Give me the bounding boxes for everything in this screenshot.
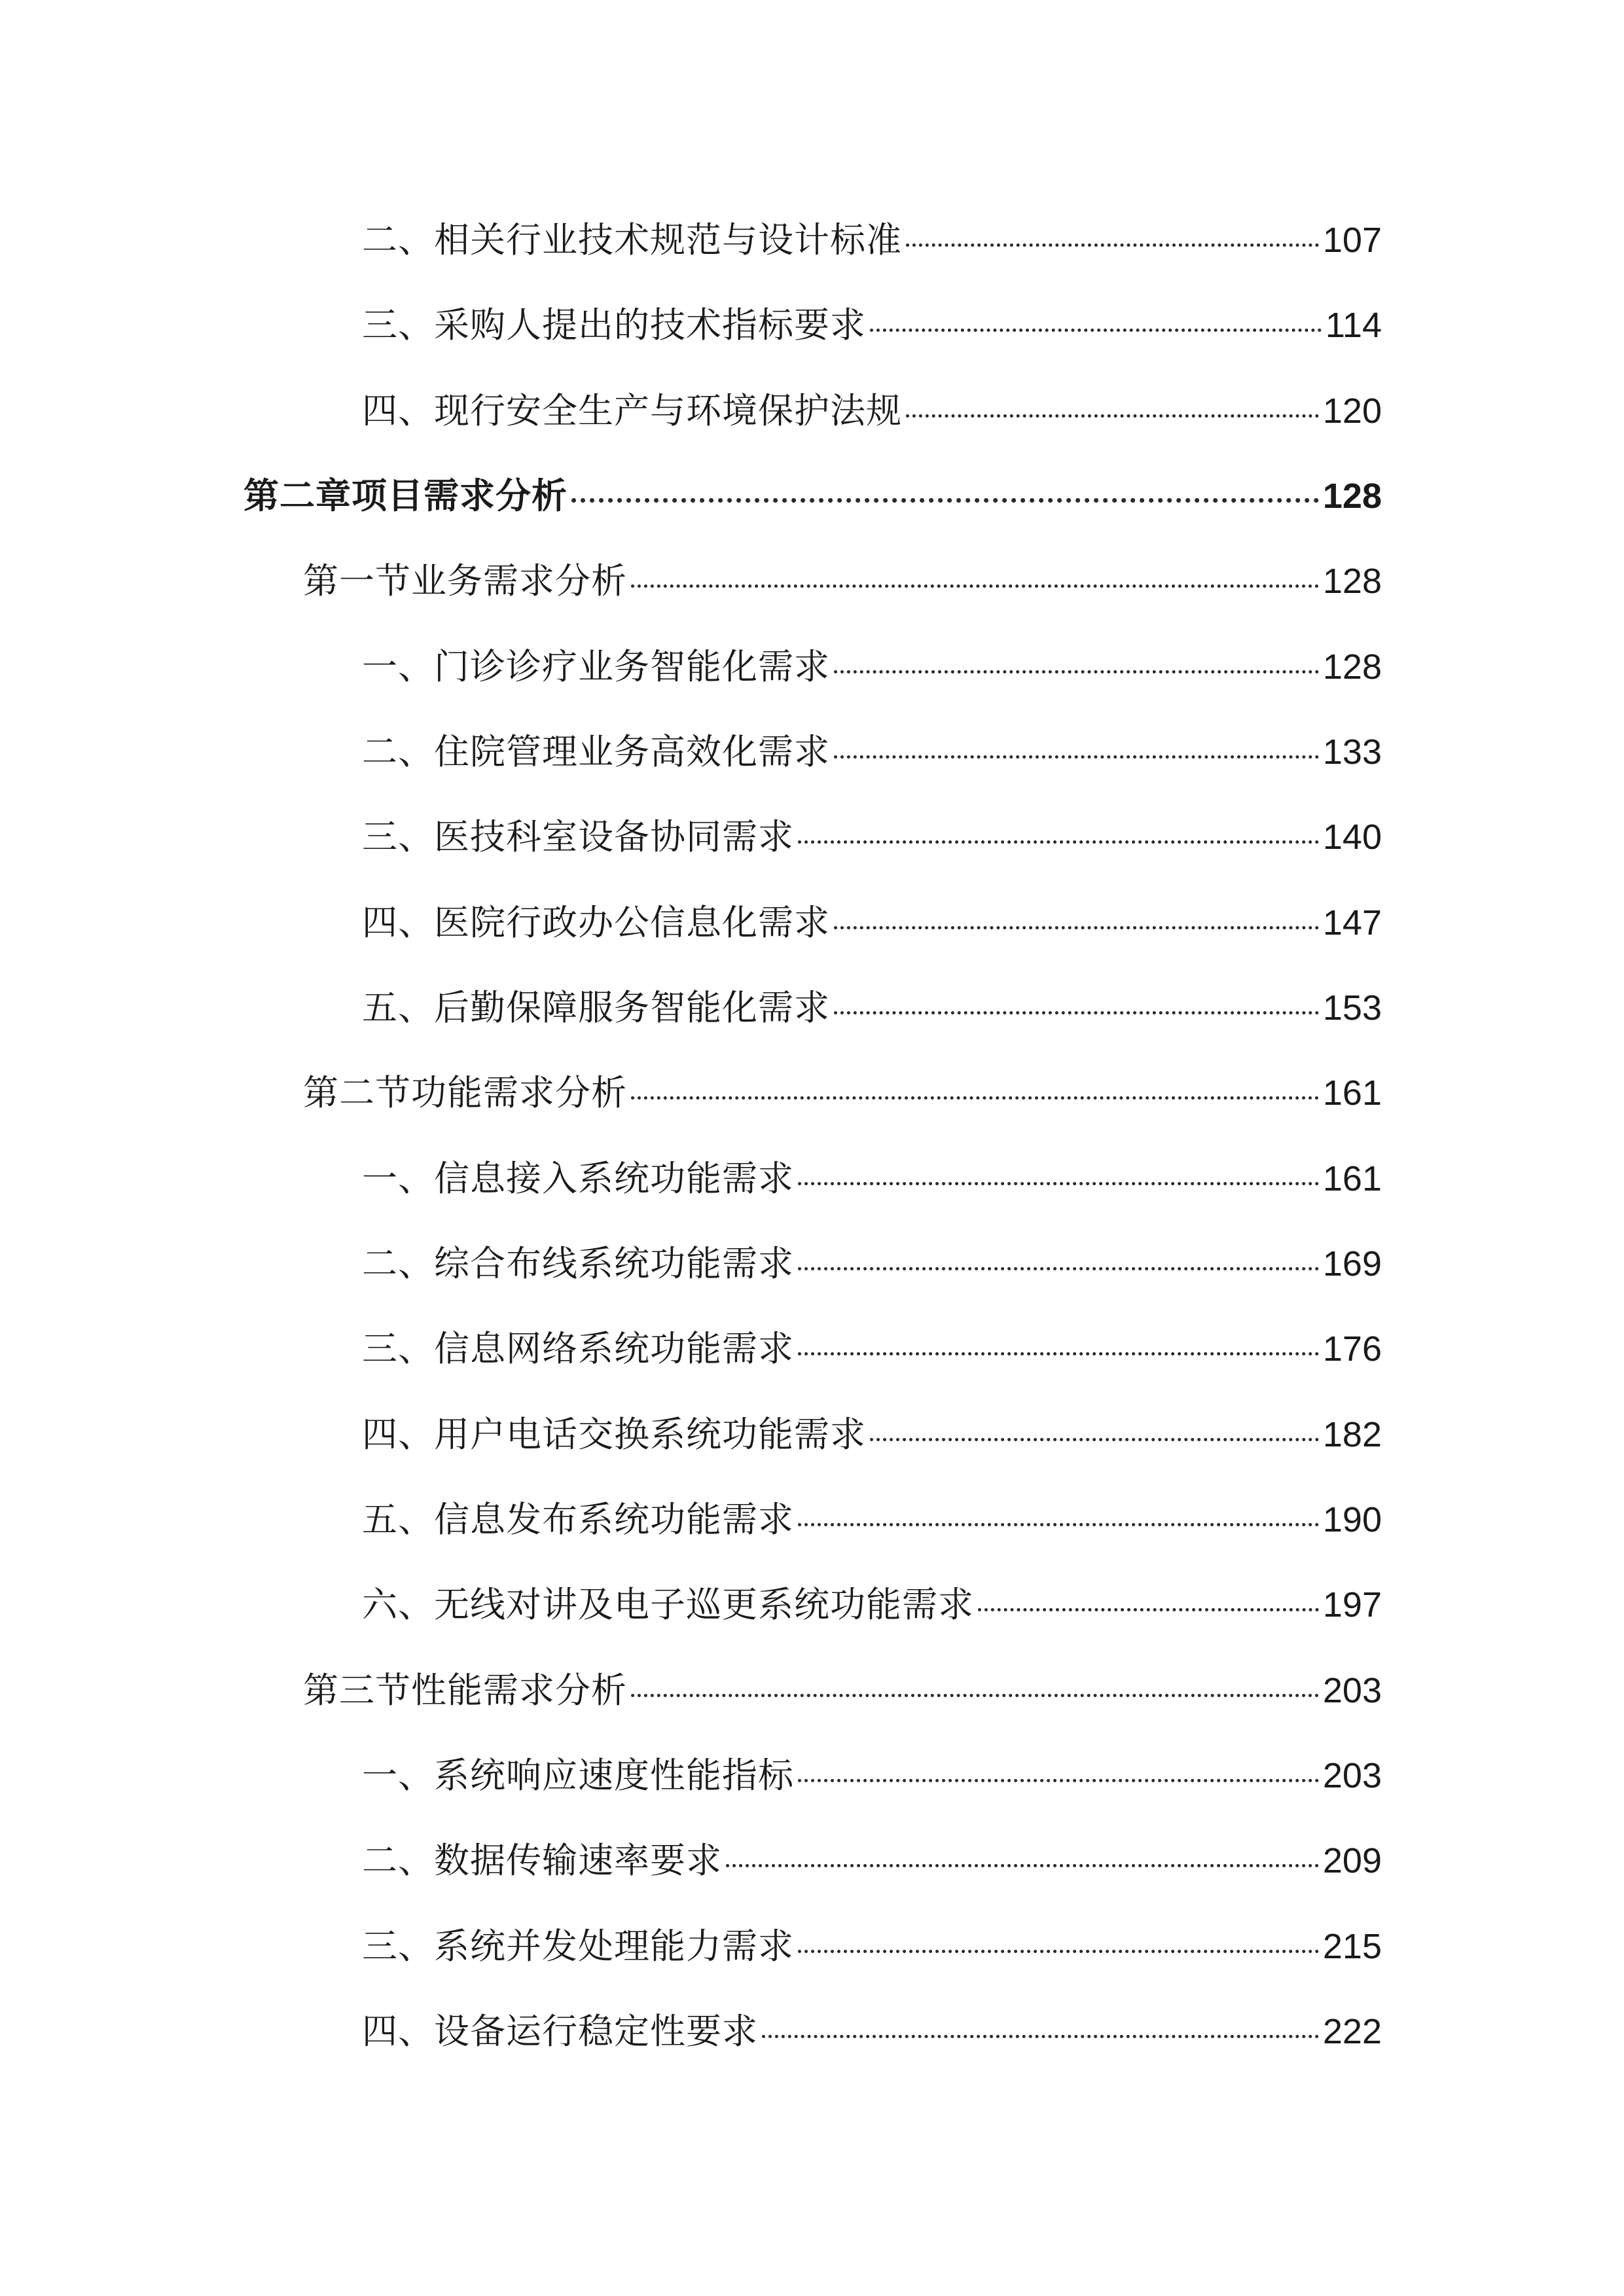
toc-entry-title: 五、信息发布系统功能需求 <box>362 1499 794 1540</box>
toc-entry[interactable] <box>362 1746 1382 1805</box>
toc-entry-title: 二、数据传输速率要求 <box>362 1840 722 1881</box>
toc-entry-page: 120 <box>1322 391 1382 431</box>
toc-entry[interactable] <box>362 723 1382 781</box>
toc-leader-dots <box>834 670 1319 673</box>
toc-entry[interactable] <box>362 1319 1382 1378</box>
toc-entry-title: 五、后勤保障服务智能化需求 <box>362 987 830 1028</box>
toc-leader-dots <box>631 1096 1319 1100</box>
toc-leader-dots <box>906 243 1319 247</box>
toc-entry-title: 二、综合布线系统功能需求 <box>362 1243 794 1284</box>
toc-entry-title: 六、无线对讲及电子巡更系统功能需求 <box>362 1584 974 1625</box>
toc-entry[interactable] <box>362 808 1382 867</box>
toc-leader-dots <box>834 755 1319 759</box>
toc-entry-title: 四、现行安全生产与环境保护法规 <box>362 390 902 431</box>
toc-entry[interactable] <box>362 893 1382 952</box>
toc-entry-title: 一、信息接入系统功能需求 <box>362 1158 794 1199</box>
toc-entry-page: 176 <box>1322 1329 1382 1369</box>
toc-entry[interactable] <box>362 382 1382 440</box>
toc-entry-page: 203 <box>1322 1671 1382 1710</box>
toc-entry[interactable] <box>362 1831 1382 1890</box>
toc-entry-page: 147 <box>1322 903 1382 942</box>
toc-entry-title: 第一节业务需求分析 <box>303 560 627 601</box>
toc-entry-page: 222 <box>1322 2012 1382 2051</box>
toc-entry[interactable] <box>362 978 1382 1037</box>
toc-section-entry[interactable] <box>303 1064 1382 1122</box>
toc-entry[interactable] <box>362 1917 1382 1976</box>
toc-entry-title: 四、医院行政办公信息化需求 <box>362 902 830 943</box>
toc-leader-dots <box>631 1694 1319 1697</box>
toc-entry-title: 一、门诊诊疗业务智能化需求 <box>362 646 830 687</box>
toc-leader-dots <box>798 1267 1319 1270</box>
toc-section-entry[interactable] <box>303 1661 1382 1720</box>
toc-chapter-entry[interactable] <box>244 467 1382 526</box>
toc-leader-dots <box>906 414 1319 418</box>
toc-entry-title: 三、采购人提出的技术指标要求 <box>362 304 866 346</box>
toc-entry[interactable] <box>362 637 1382 696</box>
toc-entry-page: 161 <box>1322 1073 1382 1113</box>
toc-entry-page: 203 <box>1322 1756 1382 1795</box>
toc-leader-dots <box>798 1779 1319 1782</box>
toc-entry-title: 三、医技科室设备协同需求 <box>362 816 794 857</box>
toc-leader-dots <box>798 1523 1319 1526</box>
toc-entry-title: 四、设备运行稳定性要求 <box>362 2011 758 2052</box>
toc-entry-page: 114 <box>1325 306 1382 345</box>
toc-entry-title: 二、相关行业技术规范与设计标准 <box>362 219 902 260</box>
toc-entry-title: 第二节功能需求分析 <box>303 1072 627 1113</box>
toc-leader-dots <box>870 329 1322 332</box>
toc-leader-dots <box>798 1182 1319 1185</box>
toc-entry-title: 二、住院管理业务高效化需求 <box>362 731 830 772</box>
toc-entry-page: 128 <box>1322 476 1382 516</box>
toc-entry-page: 153 <box>1322 988 1382 1028</box>
toc-entry-page: 190 <box>1322 1500 1382 1539</box>
toc-leader-dots <box>798 840 1319 844</box>
toc-leader-dots <box>978 1608 1319 1611</box>
toc-entry[interactable] <box>362 296 1382 355</box>
toc-entry-title: 三、系统并发处理能力需求 <box>362 1926 794 1967</box>
toc-entry-page: 169 <box>1322 1244 1382 1283</box>
toc-leader-dots <box>571 498 1319 503</box>
toc-entry[interactable] <box>362 1234 1382 1293</box>
toc-entry-page: 133 <box>1322 732 1382 772</box>
toc-entry-page: 215 <box>1322 1927 1382 1966</box>
toc-entry-page: 209 <box>1322 1841 1382 1880</box>
toc-leader-dots <box>834 926 1319 929</box>
toc-entry-page: 140 <box>1322 817 1382 857</box>
toc-entry[interactable] <box>362 1405 1382 1464</box>
toc-entry-page: 182 <box>1322 1415 1382 1454</box>
toc-leader-dots <box>870 1438 1319 1441</box>
toc-entry-title: 一、系统响应速度性能指标 <box>362 1755 794 1796</box>
toc-leader-dots <box>834 1011 1319 1014</box>
toc-entry-page: 128 <box>1322 562 1382 601</box>
toc-leader-dots <box>798 1352 1319 1355</box>
toc-leader-dots <box>726 1864 1319 1867</box>
toc-leader-dots <box>631 584 1319 588</box>
toc-entry-title: 第二章项目需求分析 <box>244 475 568 516</box>
toc-leader-dots <box>762 2035 1319 2038</box>
toc-entry-title: 第三节性能需求分析 <box>303 1670 627 1711</box>
toc-section-entry[interactable] <box>303 552 1382 611</box>
toc-entry[interactable] <box>362 1149 1382 1208</box>
toc-entry-title: 四、用户电话交换系统功能需求 <box>362 1414 866 1455</box>
toc-entry-title: 三、信息网络系统功能需求 <box>362 1328 794 1369</box>
toc-entry[interactable] <box>362 1575 1382 1634</box>
toc-entry[interactable] <box>362 1490 1382 1549</box>
toc-entry-page: 197 <box>1322 1585 1382 1624</box>
toc-leader-dots <box>798 1950 1319 1953</box>
toc-entry[interactable] <box>362 211 1382 270</box>
toc-entry-page: 107 <box>1322 221 1382 260</box>
toc-entry[interactable] <box>362 2002 1382 2061</box>
toc-entry-page: 161 <box>1322 1159 1382 1198</box>
toc-entry-page: 128 <box>1322 647 1382 687</box>
